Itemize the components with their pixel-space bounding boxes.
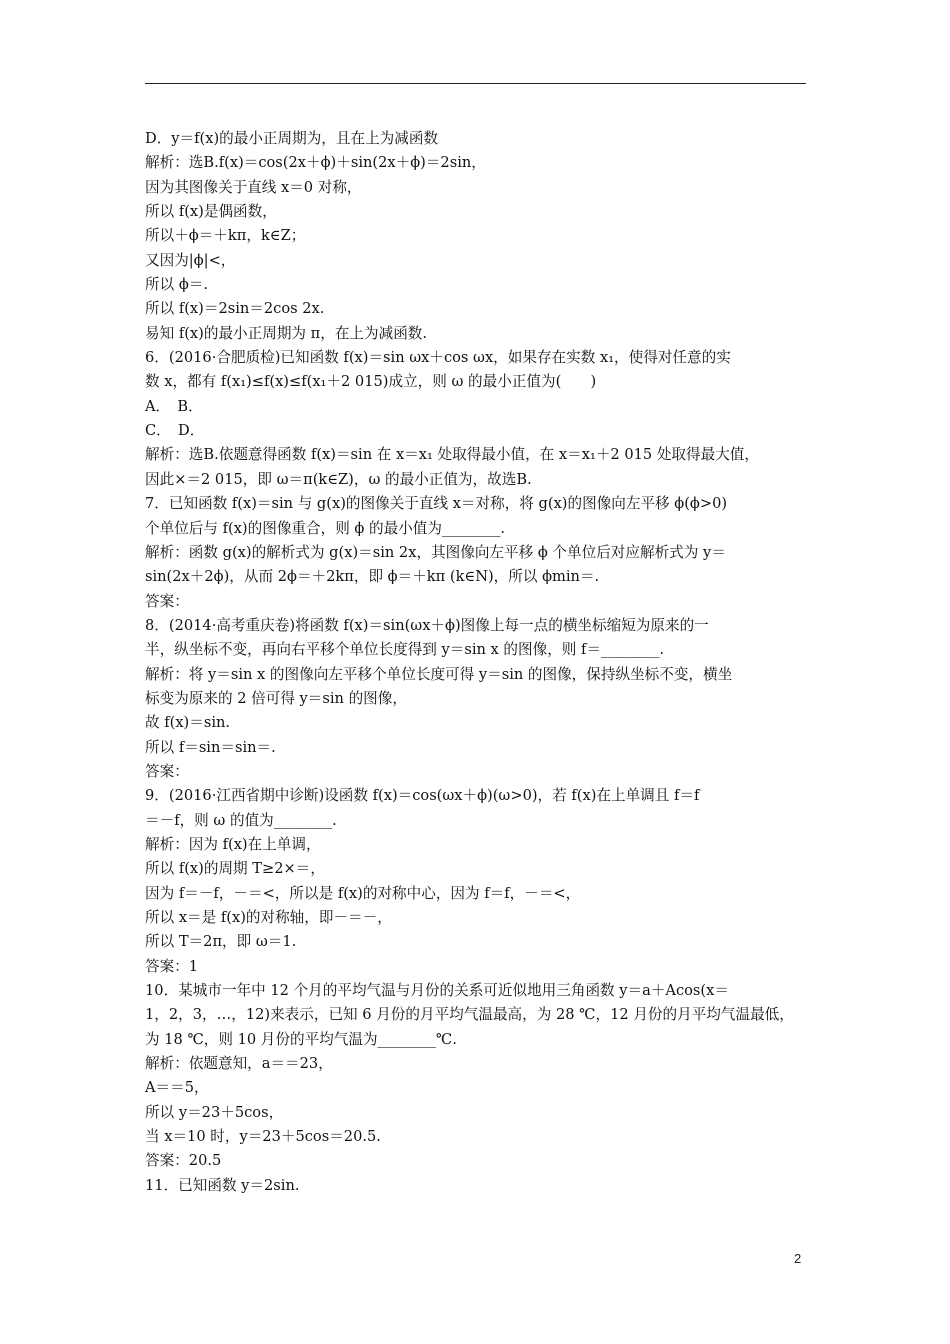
text-line: 7．已知函数 f(x)＝sin 与 g(x)的图像关于直线 x＝对称，将 g(x)的图像向左平移 ϕ(ϕ>0) bbox=[145, 495, 728, 513]
text-line: 答案：1 bbox=[145, 957, 199, 975]
text-line: 解析：将 y＝sin x 的图像向左平移个单位长度可得 y＝sin 的图像，保持纵坐标不变，横坐 bbox=[145, 665, 733, 683]
text-line: ＝－f，则 ω 的值为________. bbox=[145, 811, 337, 829]
text-line: C． D． bbox=[145, 422, 205, 440]
text-line: 答案： bbox=[145, 592, 189, 610]
text-line: 所以 f(x)是偶函数， bbox=[145, 203, 277, 221]
text-line: 解析：选B.f(x)＝cos(2x＋ϕ)＋sin(2x＋ϕ)＝2sin， bbox=[145, 154, 486, 172]
text-line: 个单位后与 f(x)的图像重合，则 ϕ 的最小值为________. bbox=[145, 519, 505, 537]
text-line: 为 18 ℃，则 10 月份的平均气温为________℃. bbox=[145, 1030, 457, 1048]
text-line: 10．某城市一年中 12 个月的平均气温与月份的关系可近似地用三角函数 y＝a＋Acos(x＝ bbox=[145, 982, 729, 1000]
text-line: 所以 f(x)＝2sin＝2cos 2x. bbox=[145, 300, 325, 318]
text-line: 标变为原来的 2 倍可得 y＝sin 的图像， bbox=[145, 689, 407, 707]
text-line: 易知 f(x)的最小正周期为 π，在上为减函数. bbox=[145, 324, 428, 342]
text-line: 所以 x＝是 f(x)的对称轴，即－＝－， bbox=[145, 909, 392, 926]
text-line: 11．已知函数 y＝2sin. bbox=[145, 1176, 300, 1194]
text-line: 解析：函数 g(x)的解析式为 g(x)＝sin 2x，其图像向左平移 ϕ 个单位后对应解析式为 y＝ bbox=[145, 543, 726, 561]
text-line: 解析：因为 f(x)在上单调， bbox=[145, 835, 321, 853]
text-line: 因为 f＝－f，－＝<，所以是 f(x)的对称中心，因为 f＝f，－＝<， bbox=[145, 884, 581, 902]
text-line: 又因为|ϕ|<， bbox=[145, 251, 236, 269]
text-line: 答案：20.5 bbox=[145, 1152, 222, 1170]
text-line: 解析：选B.依题意得函数 f(x)＝sin 在 x＝x₁ 处取得最小值，在 x＝x₁＋2 015 处取得最大值， bbox=[145, 446, 759, 464]
text-line: 所以 f(x)的周期 T≥2×＝， bbox=[145, 860, 325, 878]
text-line: 答案： bbox=[145, 762, 189, 780]
text-line: 8．(2014·高考重庆卷)将函数 f(x)＝sin(ωx＋ϕ)图像上每一点的横坐标缩短为原来的一 bbox=[145, 616, 709, 634]
text-line: A． B． bbox=[145, 397, 203, 415]
text-line: 9．(2016·江西省期中诊断)设函数 f(x)＝cos(ωx＋ϕ)(ω>0)，若 f(x)在上单调且 f＝f bbox=[145, 787, 700, 805]
text-line: 所以 f＝sin＝sin＝. bbox=[145, 738, 276, 756]
text-line: 所以 ϕ＝. bbox=[145, 276, 209, 294]
text-line: 1，2，3，…，12)来表示，已知 6 月份的月平均气温最高，为 28 ℃，12 月份的月平均气温最低， bbox=[145, 1006, 794, 1024]
text-line: 故 f(x)＝sin. bbox=[145, 714, 231, 732]
text-line: D．y＝f(x)的最小正周期为，且在上为减函数 bbox=[145, 130, 439, 147]
text-line: 当 x＝10 时，y＝23＋5cos＝20.5. bbox=[145, 1128, 381, 1146]
text-line: 6．(2016·合肥质检)已知函数 f(x)＝sin ωx＋cos ωx，如果存在实数 x₁，使得对任意的实 bbox=[145, 349, 731, 367]
text-line: 所以 T＝2π，即 ω＝1. bbox=[145, 933, 297, 951]
text-line: A＝＝5， bbox=[145, 1079, 209, 1097]
page-body bbox=[145, 127, 810, 1198]
header-rule bbox=[145, 83, 806, 84]
text-line: 因此×＝2 015，即 ω＝π(k∈Z)，ω 的最小正值为，故选B. bbox=[145, 470, 532, 488]
text-line: sin(2x＋2ϕ)，从而 2ϕ＝＋2kπ，即 ϕ＝＋kπ (k∈N)，所以 ϕmin＝. bbox=[145, 568, 600, 586]
text-line: 所以＋ϕ＝＋kπ，k∈Z； bbox=[145, 227, 306, 245]
text-line: 因为其图像关于直线 x＝0 对称， bbox=[145, 178, 362, 196]
text-line: 所以 y＝23＋5cos， bbox=[145, 1103, 284, 1121]
text-line: 数 x，都有 f(x₁)≤f(x)≤f(x₁＋2 015)成立，则 ω 的最小正值为( ) bbox=[145, 373, 597, 391]
page-number: 2 bbox=[794, 1251, 802, 1266]
text-line: 解析：依题意知，a＝＝23， bbox=[145, 1055, 333, 1073]
text-line: 半，纵坐标不变，再向右平移个单位长度得到 y＝sin x 的图像，则 f＝________. bbox=[145, 641, 665, 659]
